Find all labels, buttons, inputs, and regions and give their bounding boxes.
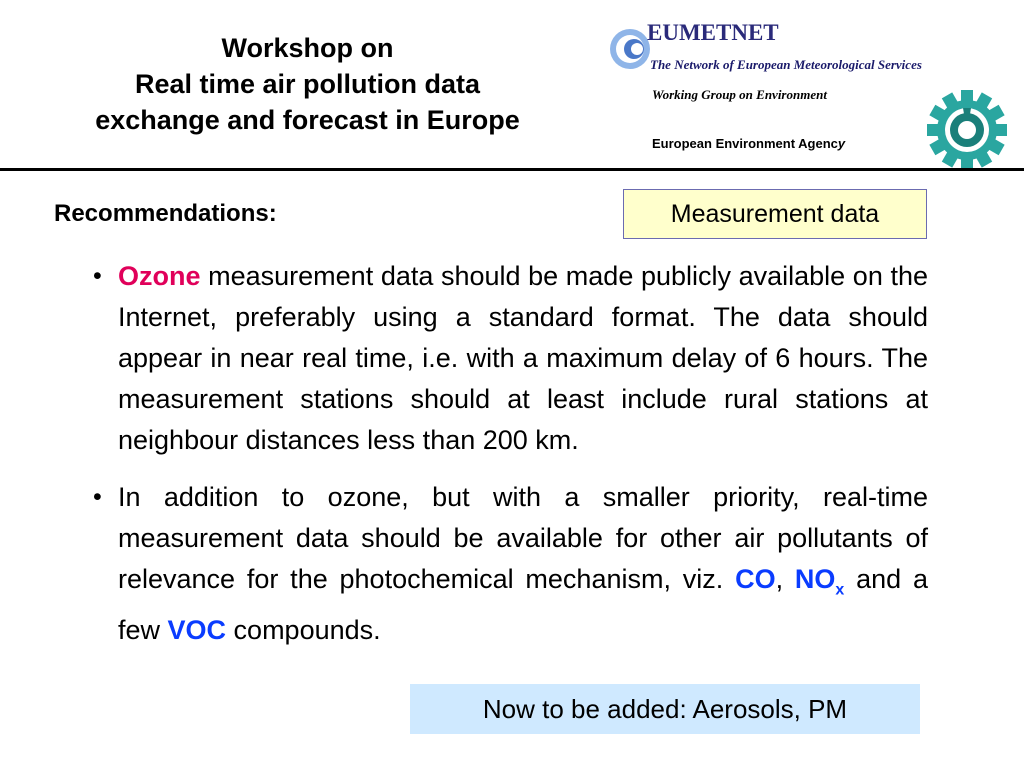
measurement-data-tag [623,189,927,239]
ozone-highlight: Ozone [118,261,201,291]
note-text: Now to be added: Aerosols, PM [482,693,848,724]
title-line-3: exchange and forecast in Europe [95,105,520,135]
section-heading: Recommendations: [54,200,277,227]
bullet-2-body-c: compounds. [226,615,381,646]
agency-label-last: y [837,136,846,151]
nox-base: NO [794,564,836,594]
bullet-marker: • [93,262,102,290]
agency-label-main: European Environment Agenc [652,136,838,151]
slide-title [20,30,595,138]
bullet-1-body: measurement data should be made publicly available on the Internet, preferably using a standard format. The data should appear in near real time, i.e. with a maximum delay of 6 hours. The measurement stations should at least include rural stations at neighbour distances less than 200 km. [118,261,928,455]
header-divider [0,168,1024,171]
bullet-marker: • [93,483,102,511]
nox-subscript: x [835,581,845,599]
bullet-2-body-b: and a few [118,564,928,646]
list-item [93,256,928,461]
co-highlight: CO [735,564,776,594]
eumetnet-name: EUMETNET [647,20,779,45]
bullet-text [118,256,928,461]
note-box [410,684,920,734]
nox-highlight [794,564,845,599]
title-line-2: Real time air pollution data [134,69,481,99]
voc-highlight: VOC [167,615,227,646]
bullet-2-body-a: In addition to ozone, but with a smaller priority, real-time measurement data should be available for other air pollutants of relevance for the photochemical mechanism, viz. [118,482,928,594]
working-group-label: Working Group on Environment [652,87,827,102]
agency-label [652,136,845,151]
eumetnet-subtitle: The Network of European Meteorological Services [650,57,922,72]
bullet-text [118,477,928,651]
measurement-data-tag-label: Measurement data [670,199,880,228]
gear-icon [922,88,1012,172]
recommendation-list [93,256,928,667]
list-item [93,477,928,651]
separator: , [775,564,795,594]
title-line-1: Workshop on [221,33,394,63]
